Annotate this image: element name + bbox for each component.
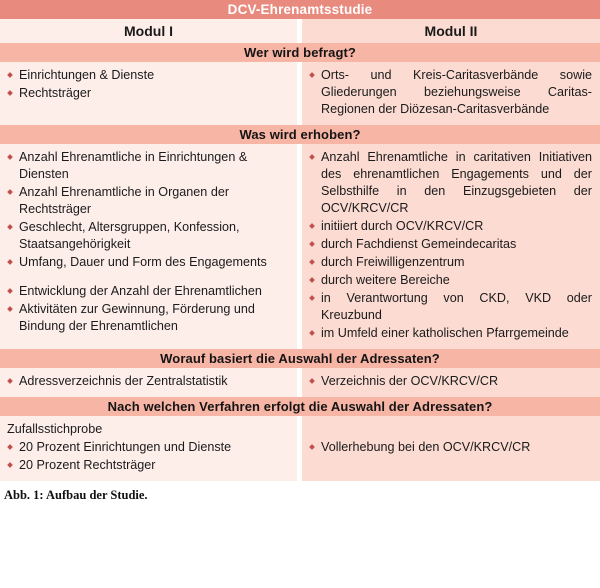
module-header-left: Modul I	[0, 19, 297, 43]
list-item: Anzahl Ehrenamtliche in Organen der Rechtsträger	[6, 184, 289, 218]
list-item: Anzahl Ehrenamtliche in caritativen Initiativen des ehrenamtlichen Engagements und der Selbsthilfe in den Einzugsgebieten der OCV/KRCV/CR	[308, 149, 592, 217]
list-item: Orts- und Kreis-Caritasverbände sowie Gliederungen beziehungsweise Caritas-Regionen der Diözesan-Caritasverbände	[308, 67, 592, 118]
bullet-list-right	[308, 149, 592, 342]
bullet-list-left	[6, 67, 289, 102]
list-item: Geschlecht, Altersgruppen, Konfession, Staatsangehörigkeit	[6, 219, 289, 253]
section-row-nach-welchen-verfahren	[0, 416, 600, 481]
bullet-list-right	[308, 67, 592, 118]
list-item: durch Freiwilligenzentrum	[308, 254, 592, 271]
bullet-list-left	[6, 439, 289, 474]
figure-caption: Abb. 1: Aufbau der Studie.	[4, 488, 148, 502]
sampling-intro-text: Zufallsstichprobe	[7, 422, 103, 436]
list-item: im Umfeld einer katholischen Pfarrgemeinde	[308, 325, 592, 342]
list-item: Vollerhebung bei den OCV/KRCV/CR	[308, 439, 592, 456]
list-item: initiiert durch OCV/KRCV/CR	[308, 218, 592, 235]
list-item: Einrichtungen & Dienste	[6, 67, 289, 84]
list-item: Umfang, Dauer und Form des Engagements	[6, 254, 289, 271]
section-cell-left	[0, 368, 297, 397]
module-header-row	[0, 19, 600, 43]
list-item: 20 Prozent Einrichtungen und Dienste	[6, 439, 289, 456]
section-header-nach-welchen-verfahren: Nach welchen Verfahren erfolgt die Auswahl der Adressaten?	[0, 397, 600, 416]
list-item: 20 Prozent Rechtsträger	[6, 457, 289, 474]
section-row-worauf-basiert	[0, 368, 600, 397]
section-header-worauf-basiert: Worauf basiert die Auswahl der Adressaten?	[0, 349, 600, 368]
list-item: durch weitere Bereiche	[308, 272, 592, 289]
section-header-was-wird-erhoben: Was wird erhoben?	[0, 125, 600, 144]
section-cell-left	[0, 144, 297, 349]
section-cell-right	[302, 368, 600, 397]
section-row-was-wird-erhoben	[0, 144, 600, 349]
bullet-list-right	[308, 373, 592, 390]
list-item: Rechtsträger	[6, 85, 289, 102]
list-item: Anzahl Ehrenamtliche in Einrichtungen & Diensten	[6, 149, 289, 183]
section-cell-right	[302, 416, 600, 481]
section-cell-right	[302, 62, 600, 125]
list-item: durch Fachdienst Gemeindecaritas	[308, 236, 592, 253]
section-cell-left	[0, 62, 297, 125]
figure-title: DCV-Ehrenamtsstudie	[0, 0, 600, 19]
section-row-wer-wird-befragt	[0, 62, 600, 125]
list-item: Adressverzeichnis der Zentralstatistik	[6, 373, 289, 390]
section-cell-left	[0, 416, 297, 481]
bullet-list-right	[308, 439, 592, 457]
module-header-right: Modul II	[302, 19, 600, 43]
list-item: in Verantwortung von CKD, VKD oder Kreuzbund	[308, 290, 592, 324]
list-item: Entwicklung der Anzahl der Ehrenamtlichen	[6, 283, 289, 300]
list-item: Aktivitäten zur Gewinnung, Förderung und Bindung der Ehrenamtlichen	[6, 301, 289, 335]
bullet-list-left	[6, 149, 289, 335]
section-cell-right	[302, 144, 600, 349]
section-header-wer-wird-befragt: Wer wird befragt?	[0, 43, 600, 62]
bullet-list-left	[6, 373, 289, 390]
list-item: Verzeichnis der OCV/KRCV/CR	[308, 373, 592, 390]
